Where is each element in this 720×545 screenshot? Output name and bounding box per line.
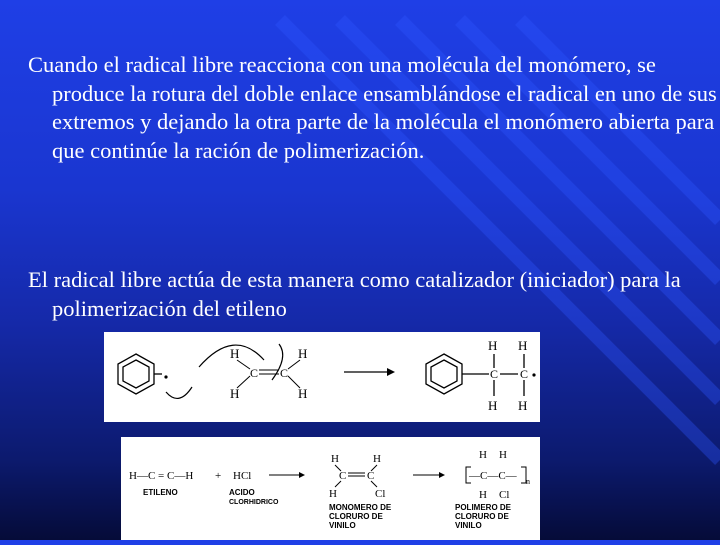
polymer-label-line3: VINILO [455,521,482,530]
monomer-H-left: H [331,453,339,465]
monomer-bottom-right: Cl [375,488,386,500]
monomer-H-right: H [373,453,381,465]
product-C-right: C [520,367,529,381]
acid-label-line2: CLORHIDRICO [229,499,279,506]
paragraph-radical-reaction: Cuando el radical libre reacciona con una molécula del monómero, se produce la rotura del doble enlace ensamblándose el radical en uno de sus extremos y dejando la otra parte de la molécula el monómero abierta para que continúe la ración de polimerización. [28,52,717,163]
pvc-polymerization-figure [121,437,540,540]
polymer-bottom-right: Cl [499,489,510,501]
paragraph-catalyst: El radical libre actúa de esta manera como catalizador (iniciador) para la polimerización del etileno [28,267,681,321]
polymer-label-line1: POLIMERO DE [455,503,512,512]
etileno-label: ETILENO [143,488,178,497]
polymer-label-line2: CLORURO DE [455,512,509,521]
product-H-bottom-left: H [488,398,498,413]
monomer-C-left: C [250,366,259,380]
electron-arrows-icon [166,344,283,398]
monomer-label-line3: VINILO [329,521,356,530]
product-H-top-right: H [518,338,528,353]
etileno-formula: H—C = C—H [129,470,194,482]
product-H-bottom-right: H [518,398,528,413]
product-C-left: C [490,367,499,381]
acid-label-line1: ACIDO [229,488,255,497]
monomer-H-bottom-left: H [230,386,240,401]
acid-formula: HCl [233,470,252,482]
monomer-H-top-right: H [298,346,308,361]
product-benzene-ring-icon [426,354,524,396]
monomer-label-line2: CLORURO DE [329,512,383,521]
reaction-arrow-icon [344,368,395,376]
benzene-ring-icon [118,354,162,394]
monomer-C-right: C [367,470,375,482]
polymer-H-left: H [479,449,487,461]
monomer-C-right: C [280,366,289,380]
monomer-C-left: C [339,470,347,482]
monomer-H-bottom-right: H [298,386,308,401]
product-H-top-left: H [488,338,498,353]
monomer-label-line1: MONOMERO DE [329,503,392,512]
polymer-subscript: n [526,477,530,486]
reaction-arrow-1-icon [269,472,305,478]
polymer-H-right: H [499,449,507,461]
monomer-H-top-left: H [230,346,240,361]
monomer-bottom-left: H [329,488,337,500]
reaction-arrow-2-icon [413,472,445,478]
radical-addition-figure [104,332,540,422]
polymer-bottom-left: H [479,489,487,501]
polymer-chain: —C—C— [469,470,517,482]
plus-sign: + [215,470,222,482]
